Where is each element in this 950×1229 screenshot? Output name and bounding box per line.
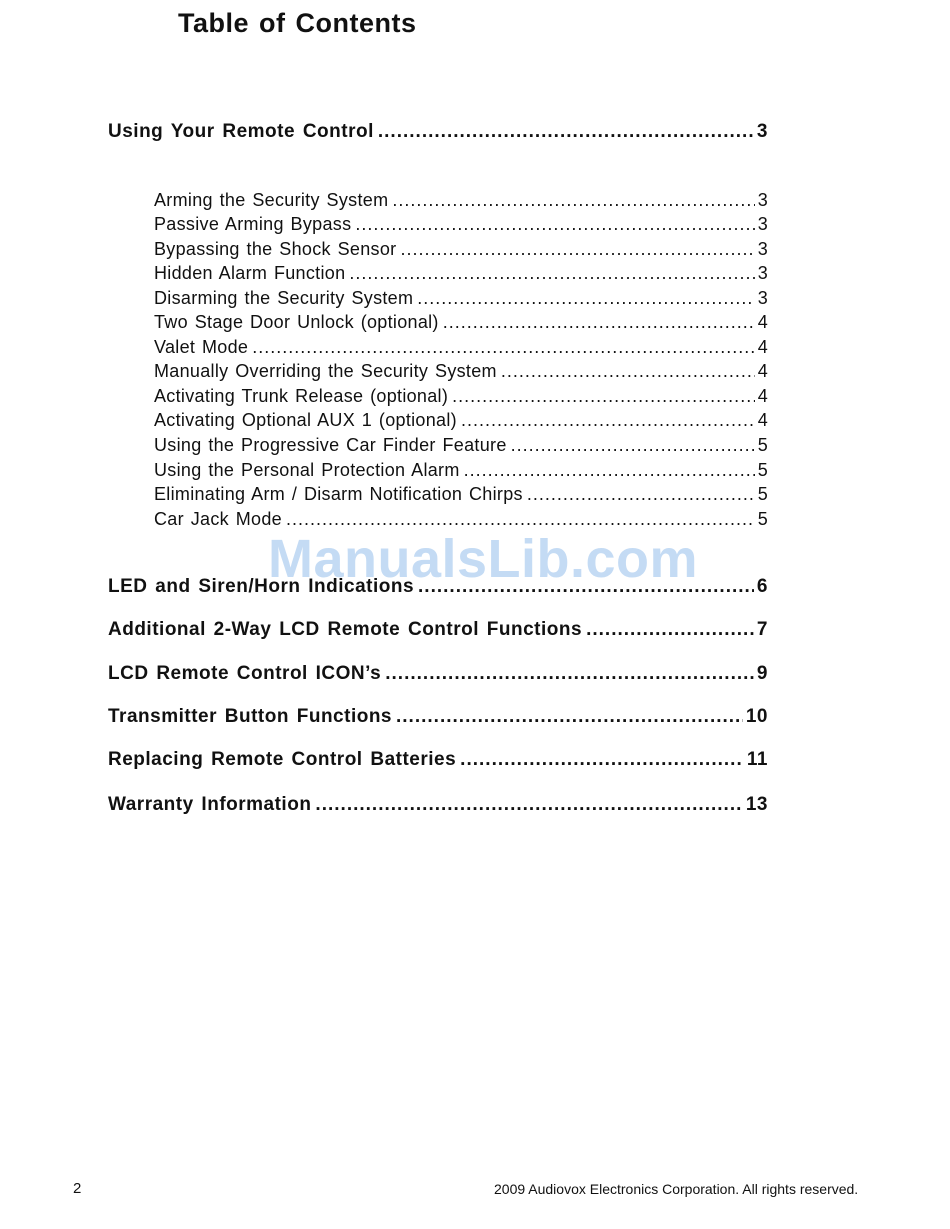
footer-copyright: 2009 Audiovox Electronics Corporation. All rights reserved.	[494, 1181, 859, 1197]
toc-page-number: 10	[745, 706, 768, 727]
toc-section[interactable]	[108, 619, 768, 641]
toc-subsection-label: Car Jack Mode	[154, 509, 282, 529]
dot-leader	[252, 337, 754, 358]
toc-page-number: 4	[757, 312, 768, 332]
toc-page-number: 5	[757, 435, 768, 455]
toc-subsection-label: Bypassing the Shock Sensor	[154, 239, 397, 259]
toc-subsection[interactable]	[154, 263, 768, 284]
toc-section-label: Using Your Remote Control	[108, 121, 374, 142]
toc-section[interactable]	[108, 706, 768, 728]
toc-subsection[interactable]	[154, 214, 768, 235]
toc-page-number: 4	[757, 410, 768, 430]
toc-page-number: 11	[746, 749, 768, 770]
toc-subsection-label: Using the Progressive Car Finder Feature	[154, 435, 507, 455]
dot-leader	[400, 239, 754, 260]
toc-page-number: 3	[757, 288, 768, 308]
dot-leader	[286, 509, 755, 530]
toc-page-number: 3	[756, 121, 768, 142]
toc-subsection-label: Activating Trunk Release (optional)	[154, 386, 449, 406]
toc-section[interactable]	[108, 576, 768, 598]
toc-page-number: 4	[757, 337, 768, 357]
toc-page-number: 4	[757, 361, 768, 381]
toc-subsection[interactable]	[154, 312, 768, 333]
toc-section-label: Warranty Information	[108, 794, 312, 815]
dot-leader	[460, 749, 744, 771]
dot-leader	[392, 190, 754, 211]
toc-section-label: Transmitter Button Functions	[108, 706, 392, 727]
toc-page-number: 3	[757, 214, 768, 234]
dot-leader	[527, 484, 755, 505]
toc-subsection-label: Valet Mode	[154, 337, 249, 357]
dot-leader	[417, 288, 754, 309]
footer-page-number: 2	[73, 1180, 82, 1197]
toc-subsection[interactable]	[154, 337, 768, 358]
toc-subsection[interactable]	[154, 190, 768, 211]
dot-leader	[443, 312, 755, 333]
dot-leader	[464, 460, 755, 481]
toc-page-number: 5	[757, 484, 768, 504]
toc-section[interactable]	[108, 663, 768, 685]
page-title: Table of Contents	[178, 8, 417, 38]
dot-leader	[355, 214, 754, 235]
toc-page-number: 3	[757, 190, 768, 210]
toc-section[interactable]	[108, 749, 768, 771]
dot-leader	[418, 576, 754, 598]
toc-section[interactable]	[108, 794, 768, 816]
toc-subsection-label: Activating Optional AUX 1 (optional)	[154, 410, 457, 430]
toc-subsection-label: Two Stage Door Unlock (optional)	[154, 312, 439, 332]
toc-subsection[interactable]	[154, 484, 768, 505]
toc-section-label: LED and Siren/Horn Indications	[108, 576, 415, 597]
toc-subsection-label: Eliminating Arm / Disarm Notification Chirps	[154, 484, 523, 504]
toc-subsection[interactable]	[154, 386, 768, 407]
dot-leader	[396, 706, 743, 728]
toc-page-number: 3	[757, 263, 768, 283]
watermark: ManualsLib.com	[268, 529, 699, 589]
toc-section[interactable]	[108, 121, 768, 143]
toc-page-number: 7	[756, 619, 768, 640]
toc-page-number: 4	[757, 386, 768, 406]
toc-subsection[interactable]	[154, 239, 768, 260]
dot-leader	[511, 435, 755, 456]
toc-page-number: 5	[757, 509, 768, 529]
toc-page-number: 9	[756, 663, 768, 684]
dot-leader	[349, 263, 754, 284]
toc-section-label: Additional 2-Way LCD Remote Control Functions	[108, 619, 583, 640]
dot-leader	[586, 619, 754, 641]
toc-subsection-label: Arming the Security System	[154, 190, 389, 210]
toc-subsection[interactable]	[154, 288, 768, 309]
toc-page-number: 6	[756, 576, 768, 597]
toc-subsection-label: Passive Arming Bypass	[154, 214, 352, 234]
dot-leader	[378, 121, 754, 143]
toc-subsection-label: Using the Personal Protection Alarm	[154, 460, 460, 480]
dot-leader	[461, 410, 755, 431]
toc-subsection[interactable]	[154, 410, 768, 431]
toc-subsection[interactable]	[154, 460, 768, 481]
toc-subsection-label: Hidden Alarm Function	[154, 263, 346, 283]
dot-leader	[385, 663, 754, 685]
toc-section-label: Replacing Remote Control Batteries	[108, 749, 457, 770]
toc-page-number: 3	[757, 239, 768, 259]
dot-leader	[452, 386, 755, 407]
dot-leader	[501, 361, 755, 382]
toc-subsection[interactable]	[154, 361, 768, 382]
toc-subsection[interactable]	[154, 435, 768, 456]
toc-subsection[interactable]	[154, 509, 768, 530]
dot-leader	[315, 794, 742, 816]
toc-subsection-label: Disarming the Security System	[154, 288, 414, 308]
toc-section-label: LCD Remote Control ICON’s	[108, 663, 382, 684]
toc-page-number: 13	[745, 794, 768, 815]
toc-page-number: 5	[757, 460, 768, 480]
toc-subsection-label: Manually Overriding the Security System	[154, 361, 497, 381]
